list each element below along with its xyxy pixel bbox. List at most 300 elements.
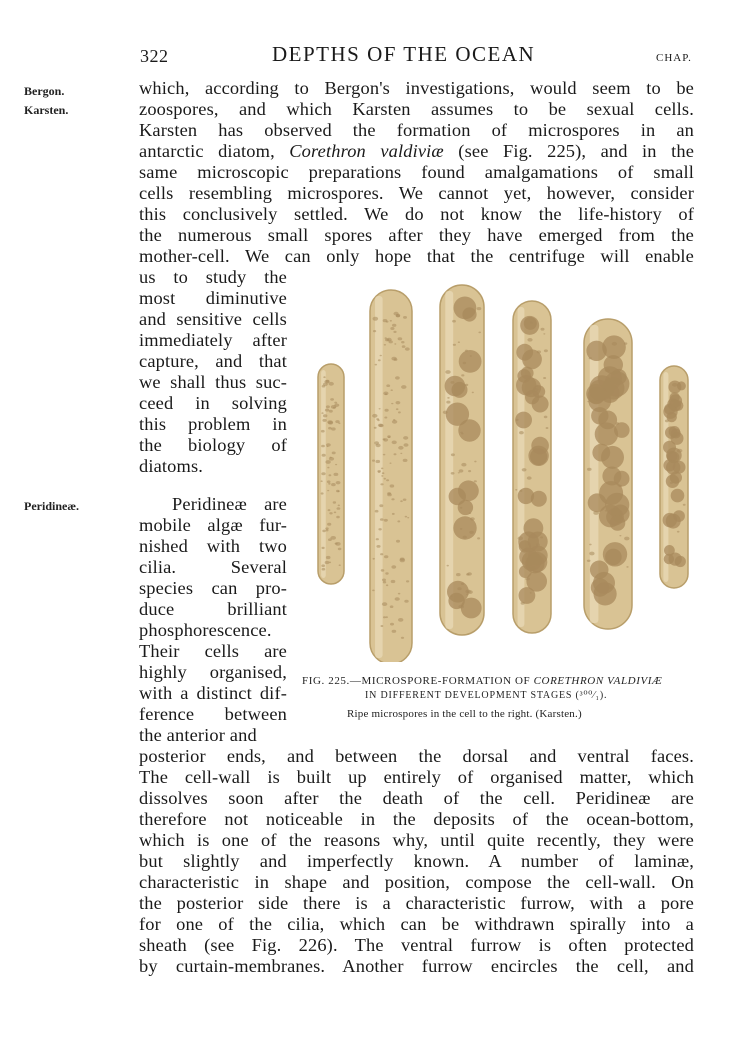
microspore	[321, 445, 325, 448]
microspore	[396, 401, 401, 404]
diatom-cell	[584, 319, 632, 629]
microspore	[458, 341, 460, 343]
text-line: phosphorescence.	[139, 620, 272, 640]
microspore	[385, 409, 389, 412]
microspore	[396, 314, 400, 317]
microspore	[519, 431, 524, 434]
microspore	[447, 397, 450, 399]
microspore	[322, 419, 326, 422]
microspore	[405, 516, 408, 518]
microspore	[321, 480, 323, 482]
microspore	[459, 469, 464, 472]
microspore	[407, 517, 409, 518]
text-line: mobile algæ fur-	[139, 515, 287, 535]
text-line: us to study the	[139, 267, 287, 287]
microspore	[395, 597, 400, 601]
text-line: for one of the cilia, which can be withdrawn spirally into a	[139, 914, 694, 934]
microspore	[385, 393, 388, 395]
microspore	[524, 317, 537, 330]
microspore	[329, 457, 334, 461]
microspore	[544, 349, 548, 352]
microspore	[601, 446, 624, 469]
microspore	[392, 630, 397, 633]
microspore	[372, 460, 375, 462]
microspore	[336, 490, 340, 493]
microspore	[403, 459, 408, 462]
microspore	[472, 392, 474, 394]
microspore	[602, 467, 621, 486]
microspore	[327, 480, 331, 483]
microspore	[323, 383, 328, 386]
microspore	[383, 454, 385, 456]
microspore	[543, 377, 546, 379]
microspore	[614, 422, 630, 438]
text-line: we shall thus suc-	[139, 372, 287, 392]
microspore	[458, 472, 460, 473]
microspore	[329, 474, 332, 476]
microspore	[330, 398, 334, 401]
microspore	[393, 419, 395, 421]
microspore	[383, 438, 388, 441]
microspore	[451, 472, 455, 475]
text-line: with a distinct dif-	[139, 683, 287, 703]
text-segment: (see Fig. 225), and in the	[458, 141, 695, 161]
microspore	[325, 460, 330, 464]
diatom-cell	[318, 364, 344, 584]
microspore	[603, 542, 627, 566]
text-line: immediately after	[139, 330, 287, 350]
text-line: this problem in	[139, 414, 287, 434]
microspore	[322, 454, 326, 457]
microspore	[403, 436, 408, 440]
microspore	[453, 516, 476, 539]
text-line: posterior ends, and between the dorsal and ventral faces.	[139, 746, 694, 766]
microspore	[383, 616, 386, 618]
microspore	[465, 350, 468, 352]
microspore	[401, 385, 406, 389]
microspore	[535, 385, 538, 387]
microspore	[522, 468, 527, 471]
text-line: the biology of	[139, 435, 287, 455]
microspore	[375, 364, 378, 366]
microspore	[390, 327, 394, 330]
microspore	[380, 483, 383, 485]
microspore	[321, 412, 323, 414]
sidenote-peridineae: Peridineæ.	[24, 499, 79, 513]
microspore	[391, 580, 396, 583]
microspore	[677, 531, 680, 533]
microspore	[378, 359, 381, 361]
microspore	[400, 500, 403, 502]
microspore	[384, 344, 386, 346]
microspore	[460, 432, 463, 434]
text-line: nished with two	[139, 536, 287, 556]
microspore	[587, 560, 591, 562]
microspore	[382, 579, 386, 582]
microspore	[595, 422, 618, 445]
sidenote-karsten: Karsten.	[24, 103, 69, 117]
microspore	[462, 307, 476, 321]
microspore	[397, 520, 400, 522]
text-segment: antarctic diatom,	[139, 141, 275, 161]
microspore	[401, 341, 404, 343]
microspore	[461, 374, 464, 376]
text-line: same microscopic preparations found amalgamations of small	[139, 162, 694, 182]
microspore	[322, 530, 326, 533]
microspore	[386, 384, 390, 387]
microspore	[386, 584, 388, 586]
microspore	[466, 573, 469, 575]
microspore	[594, 582, 617, 605]
microspore	[524, 518, 544, 538]
microspore	[326, 529, 329, 531]
cell-highlight	[445, 291, 453, 629]
microspore	[386, 479, 389, 481]
microspore	[384, 417, 387, 419]
microspore	[384, 519, 388, 522]
text-line: The cell-wall is built up entirely of organised matter, which	[139, 767, 694, 787]
microspore	[391, 403, 393, 404]
microspore	[465, 384, 469, 386]
microspore	[461, 583, 464, 585]
microspore	[334, 402, 337, 404]
microspore	[381, 625, 384, 627]
text-line: most diminutive	[139, 288, 287, 308]
microspore	[587, 401, 589, 403]
microspore	[589, 544, 592, 546]
microspore	[373, 317, 379, 321]
microspore	[452, 320, 456, 323]
microspore	[381, 569, 385, 572]
microspore	[518, 488, 534, 504]
microspore	[517, 369, 531, 383]
diatom-cell	[513, 301, 551, 633]
figure-caption-note: Ripe microspores in the cell to the right. (Karsten.)	[347, 708, 582, 720]
text-line: ference between	[139, 704, 287, 724]
microspore	[477, 307, 482, 310]
microspore	[326, 380, 330, 383]
diatom-cell	[370, 290, 412, 662]
microspore	[624, 537, 629, 541]
text-line: Their cells are	[139, 641, 287, 661]
microspore	[451, 453, 455, 456]
microspore	[665, 420, 669, 423]
microspore	[336, 481, 341, 484]
microspore	[541, 328, 545, 331]
microspore	[589, 357, 592, 359]
microspore	[515, 489, 517, 491]
microspore	[405, 347, 410, 350]
microspore	[468, 470, 471, 472]
microspore	[677, 381, 686, 390]
microspore	[394, 343, 396, 344]
text-line: cilia. Several	[139, 557, 287, 577]
microspore	[453, 344, 456, 346]
microspore	[458, 480, 479, 501]
microspore	[380, 553, 383, 555]
microspore	[376, 545, 380, 548]
microspore	[532, 396, 549, 413]
microspore	[544, 416, 548, 419]
microspore	[527, 338, 532, 342]
microspore	[459, 350, 482, 373]
microspore	[337, 507, 341, 510]
microspore	[373, 330, 376, 332]
microspore	[534, 388, 539, 391]
microspore	[663, 513, 677, 527]
microspore	[546, 427, 549, 429]
chapter-label: CHAP.	[656, 52, 692, 64]
microspore	[396, 540, 400, 543]
microspore	[385, 572, 388, 574]
text-line: Peridineæ are	[172, 494, 287, 514]
microspore	[384, 555, 388, 558]
microspore	[478, 332, 481, 334]
text-line: diatoms.	[139, 456, 204, 476]
microspore	[328, 509, 331, 511]
text-line: but slightly and imperfectly known. A number of laminæ,	[139, 851, 694, 871]
microspore	[590, 561, 609, 580]
text-line: which, according to Bergon's investigations, would seem to be	[139, 78, 694, 98]
microspore	[610, 515, 626, 531]
microspore	[380, 355, 382, 357]
microspore	[328, 483, 331, 485]
microspore	[527, 476, 532, 479]
microspore	[374, 427, 377, 429]
microspore	[321, 492, 324, 494]
microspore	[375, 510, 379, 513]
microspore	[338, 505, 340, 507]
microspore	[683, 504, 686, 506]
microspore	[381, 475, 383, 477]
running-title: DEPTHS OF THE OCEAN	[272, 42, 536, 66]
microspore	[456, 573, 461, 576]
microspore	[336, 516, 340, 519]
microspore	[379, 504, 383, 507]
microspore	[587, 468, 592, 471]
microspore	[398, 446, 403, 450]
microspore	[325, 409, 329, 412]
text-line: characteristic in shape and position, compose the cell-wall. On	[139, 872, 694, 892]
microspore	[393, 331, 396, 333]
microspore	[323, 376, 325, 378]
microspore	[382, 602, 387, 606]
text-line: capture, and that	[139, 351, 287, 371]
microspore	[445, 376, 466, 397]
text-line: duce brilliant	[139, 599, 287, 619]
microspore	[383, 581, 386, 583]
microspore	[624, 342, 627, 344]
microspore	[373, 558, 375, 560]
microspore	[327, 446, 329, 447]
diatom-cell	[440, 285, 484, 635]
microspore	[447, 565, 449, 567]
microspore	[328, 421, 333, 425]
microspore	[404, 443, 409, 447]
text-line: mother-cell. We can only hope that the centrifuge will enable	[139, 246, 694, 266]
microspore	[390, 623, 394, 626]
text-line: the posterior side there is a characteristic furrow, with a pore	[139, 893, 694, 913]
microspore	[391, 498, 394, 500]
microspore	[378, 528, 381, 530]
microspore	[382, 472, 385, 474]
text-line: cells resembling microspores. We cannot yet, however, consider	[139, 183, 694, 203]
microspore	[394, 358, 398, 361]
figure-caption-title	[302, 675, 662, 687]
microspore	[474, 480, 477, 482]
microspore	[398, 411, 401, 413]
microspore	[400, 453, 402, 454]
text-line: by curtain-membranes. Another furrow encircles the cell, and	[139, 956, 694, 976]
microspore	[467, 590, 472, 594]
microspore	[391, 565, 396, 568]
microspore	[390, 605, 394, 608]
microspore	[338, 548, 342, 551]
microspore	[327, 490, 329, 491]
microspore	[387, 492, 391, 495]
microspore	[332, 452, 336, 455]
text-line: dissolves soon after the death of the cell. Peridineæ are	[139, 788, 694, 808]
microspore	[669, 394, 682, 407]
microspore	[402, 345, 406, 348]
figure-caption-subtitle: IN DIFFERENT DEVELOPMENT STAGES (³⁰⁰⁄₁).	[365, 690, 608, 701]
microspore	[516, 419, 519, 421]
microspore	[330, 536, 336, 540]
microspore	[335, 420, 339, 423]
microspore	[398, 337, 403, 340]
microspore	[377, 419, 380, 421]
microspore	[666, 460, 680, 474]
microspore	[469, 512, 471, 514]
microspore	[396, 408, 399, 410]
microspore	[403, 316, 407, 319]
microspore	[403, 499, 407, 501]
microspore	[604, 355, 623, 374]
microspore	[323, 414, 327, 417]
microspore	[321, 430, 325, 433]
microspore	[374, 441, 379, 444]
microspore	[474, 461, 476, 463]
text-line: Karsten has observed the formation of microspores in an	[139, 120, 694, 140]
microspore	[383, 319, 388, 322]
microspore	[619, 535, 621, 536]
microspore	[381, 468, 383, 470]
microspore	[329, 382, 334, 386]
text-line: and sensitive cells	[139, 309, 287, 329]
microspore	[327, 523, 331, 526]
microspore	[536, 543, 540, 546]
microspore	[543, 333, 545, 334]
microspore	[384, 478, 386, 480]
microspore	[516, 344, 533, 361]
diatom-illustration	[300, 282, 720, 662]
caption-label: FIG. 225.—MICROSPORE-FORMATION OF	[302, 675, 531, 687]
microspore	[326, 556, 331, 559]
microspore	[395, 376, 400, 379]
text-line: this conclusively settled. We do not know the life-history of	[139, 204, 694, 224]
text-line-with-species	[139, 141, 694, 162]
species-name: Corethron valdiviæ	[289, 141, 444, 161]
text-line: which is one of the reasons why, until quite recently, they were	[139, 830, 694, 850]
text-line: the anterior and	[139, 725, 257, 745]
microspore	[376, 460, 381, 463]
microspore	[390, 320, 392, 322]
microspore	[331, 427, 336, 430]
microspore	[372, 590, 375, 592]
microspore	[387, 435, 391, 438]
diatom-cell	[660, 366, 688, 588]
microspore	[379, 424, 384, 427]
microspore	[329, 410, 333, 413]
microspore	[331, 483, 336, 486]
microspore	[329, 512, 332, 514]
microspore	[331, 405, 337, 409]
microspore	[401, 637, 404, 639]
microspore	[327, 467, 329, 469]
text-line: the numerous small spores after they have emerged from the	[139, 225, 694, 245]
microspore	[398, 593, 400, 595]
microspore	[446, 403, 469, 426]
text-line: species can pro-	[139, 578, 287, 598]
microspore	[390, 484, 395, 487]
microspore	[400, 558, 405, 561]
microspore	[379, 408, 381, 409]
microspore	[322, 547, 325, 549]
microspore	[525, 554, 544, 573]
microspore	[477, 537, 480, 539]
text-line: ceed in solving	[139, 393, 287, 413]
caption-species: CORETHRON VALDIVIÆ	[533, 675, 663, 687]
microspore	[385, 337, 387, 339]
microspore	[589, 552, 594, 556]
microspore	[671, 429, 681, 439]
text-line: zoospores, and which Karsten assumes to be sexual cells.	[139, 99, 694, 119]
microspore	[335, 464, 337, 465]
text-line: therefore not noticeable in the deposits of the ocean-bottom,	[139, 809, 694, 829]
microspore	[389, 340, 393, 343]
microspore	[466, 594, 469, 596]
microspore	[333, 501, 336, 503]
microspore	[325, 561, 330, 564]
microspore	[446, 401, 450, 404]
cell-highlight	[375, 296, 383, 658]
microspore	[589, 375, 614, 400]
microspore	[372, 414, 377, 418]
microspore	[392, 441, 397, 445]
microspore	[519, 587, 536, 604]
microspore	[530, 322, 533, 324]
microspore	[335, 542, 340, 546]
microspore	[390, 463, 392, 464]
microspore	[380, 518, 384, 521]
microspore	[528, 446, 548, 466]
microspore	[458, 605, 464, 609]
sidenote-bergon: Bergon.	[24, 84, 65, 98]
microspore	[670, 482, 673, 484]
text-line: highly organised,	[139, 662, 287, 682]
microspore	[669, 553, 682, 566]
microspore	[392, 513, 395, 515]
microspore	[321, 564, 325, 567]
microspore	[610, 381, 612, 382]
microspore	[377, 470, 381, 473]
microspore	[461, 463, 466, 467]
page-number: 322	[140, 46, 169, 66]
microspore	[398, 618, 403, 622]
microspore	[334, 512, 337, 514]
microspore	[518, 536, 523, 540]
microspore	[376, 538, 379, 540]
